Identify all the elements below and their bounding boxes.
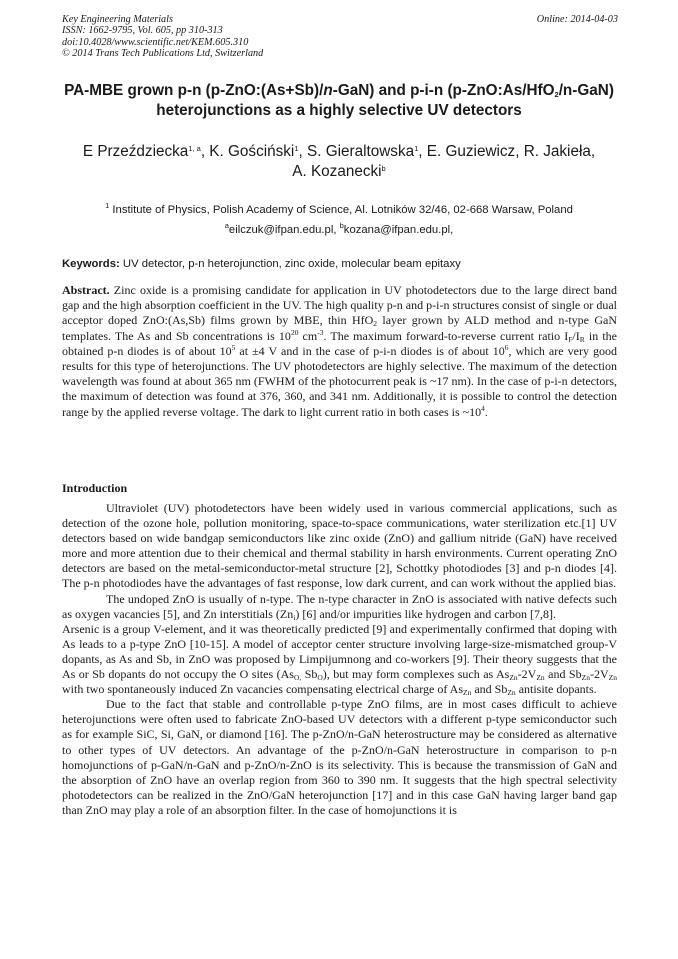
abstract-label: Abstract. bbox=[62, 283, 110, 297]
online-date: Online: 2014-04-03 bbox=[536, 14, 618, 25]
paragraph: Arsenic is a group V-element, and it was theoretically predicted [9] and experimentally confirmed that doping with As leads to a p-type ZnO [10-15]. A model of acceptor center structure involving large-size-mismatched group-V dopants, as As and Sb, in ZnO was proposed by Limpijumnong and co-workers [9]. Their theory suggests that the As or Sb dopants do not occupy the O sites ($As_{O,}$ $Sb_O$), but may form complexes such as $As_{Zn}-2V_{Zn}$ and $Sb_{Zn}-2V_{Zn}$ with two spontaneously induced Zn vacancies compensating electrical charge of $As_{Zn}$ and $Sb_{Zn}$ antisite dopants. bbox=[62, 621, 617, 698]
section-heading-introduction: Introduction bbox=[62, 481, 128, 495]
journal-header bbox=[62, 14, 618, 60]
doi-line: doi:10.4028/www.scientific.net/KEM.605.310 bbox=[62, 36, 249, 48]
issn-line: ISSN: 1662-9795, Vol. 605, pp 310-313 bbox=[62, 25, 223, 37]
paragraph: Ultraviolet (UV) photodetectors have been widely used in various commercial applications, such as detection of the ozone hole, pollution monitoring, space-to-space communications, water sterilization etc.[1] UV detectors based on wide bandgap semiconductors like zinc oxide (ZnO) and gallium nitride (GaN) have received more and more attention due to their chemical and thermal stability in harsh environments. Current operating ZnO detectors are based on the metal-semiconductor-metal structure [2], Schottky photodiodes [3] and p-n diodes [4]. The p-n photodiodes have the advantages of fast response, low dark current, and can work without the applied bias. bbox=[62, 501, 617, 591]
email-b-link[interactable]: kozana@ifpan.edu.pl, bbox=[343, 224, 454, 236]
institute-line: $^1$ Institute of Physics, Polish Academy of Science, Al. Lotników 32/46, 02-668 Warsaw, Poland bbox=[105, 201, 573, 216]
paper-title: PA-MBE grown p-n (p-ZnO:(As+Sb)/n-GaN) and p-i-n (p-ZnO:As/HfO$_2$/n-GaN) heterojunctions as a highly selective UV detectors bbox=[64, 82, 614, 119]
author-list: E Przeździecka$^{1, a}$, K. Gościński$^1$, S. Gieraltowska$^1$, E. Guziewicz, R. Jakieła, A. Kozanecki$^b$ bbox=[82, 143, 596, 180]
keywords-label: Keywords: bbox=[62, 258, 120, 270]
paragraph: Due to the fact that stable and controllable p-type ZnO films, are in most cases difficult to achieve heterojunctions were often used to fabricate ZnO-based UV detectors with a different p-type semiconductor such as for example SiC, Si, GaN, or diamond [16]. The p-ZnO/n-GaN heterostructure may be considered as alternative to other types of UV detectors. An advantage of the p-ZnO/n-GaN heterostructure in comparison to p-n homojunctions of p-GaN/n-GaN and p-ZnO/n-ZnO is its selectivity. This is because the transmission of GaN and the absorption of ZnO have an overlap region from 360 to 390 nm. It suggests that the high spectral selectivity photodetectors can be realized in the ZnO/GaN heterojunction [17] and in this case GaN having larger band gap than ZnO may play a role of an absorption filter. In the case of homojunctions it is bbox=[62, 697, 617, 817]
journal-name: Key Engineering Materials bbox=[62, 14, 173, 25]
keywords: Keywords: UV detector, p-n heterojunction, zinc oxide, molecular beam epitaxy bbox=[62, 258, 461, 270]
email-line: $^a$eilczuk@ifpan.edu.pl, $^b$kozana@ifpan.edu.pl, bbox=[224, 221, 454, 236]
abstract: Abstract. Zinc oxide is a promising candidate for application in UV photodetectors due to the large direct band gap and the high absorption coefficient in the UV. The high quality p-n and p-i-n structures consist of single or dual acceptor doped ZnO:(As,Sb) films grown by MBE, thin HfO$_2$ layer grown by ALD method and n-type GaN templates. The As and Sb concentrations is $10^{20}$ $cm^{-3}$. The maximum forward-to-reverse current ratio $I_F/I_R$ in the obtained p-n diodes is of about $10^5$ at ±4 V and in the case of p-i-n diodes is of about $10^6$, which are very good results for this type of heterojunctions. The UV photodetectors are highly selective. The maximum of the detection wavelength was found at about 365 nm (FWHM of the photocurrent peak is ~17 nm). In the case of p-i-n detectors, the maximum of detection was found at 376, 360, and 341 nm. Additionally, it is possible to control the detection range by the applied reverse voltage. The dark to light current ratio in both cases is $\sim 10^4$. bbox=[62, 283, 618, 419]
introduction-body bbox=[62, 501, 617, 818]
affiliation bbox=[50, 200, 628, 240]
paragraph: The undoped ZnO is usually of n-type. The n-type character in ZnO is associated with native defects such as oxygen vacancies [5], and Zn interstitials $(Zn_i)$ [6] and/or impurities like hydrogen and carbon [7,8]. bbox=[62, 591, 617, 622]
copyright-line: © 2014 Trans Tech Publications Ltd, Switzerland bbox=[62, 48, 264, 60]
email-a-link[interactable]: eilczuk@ifpan.edu.pl, bbox=[228, 224, 340, 236]
